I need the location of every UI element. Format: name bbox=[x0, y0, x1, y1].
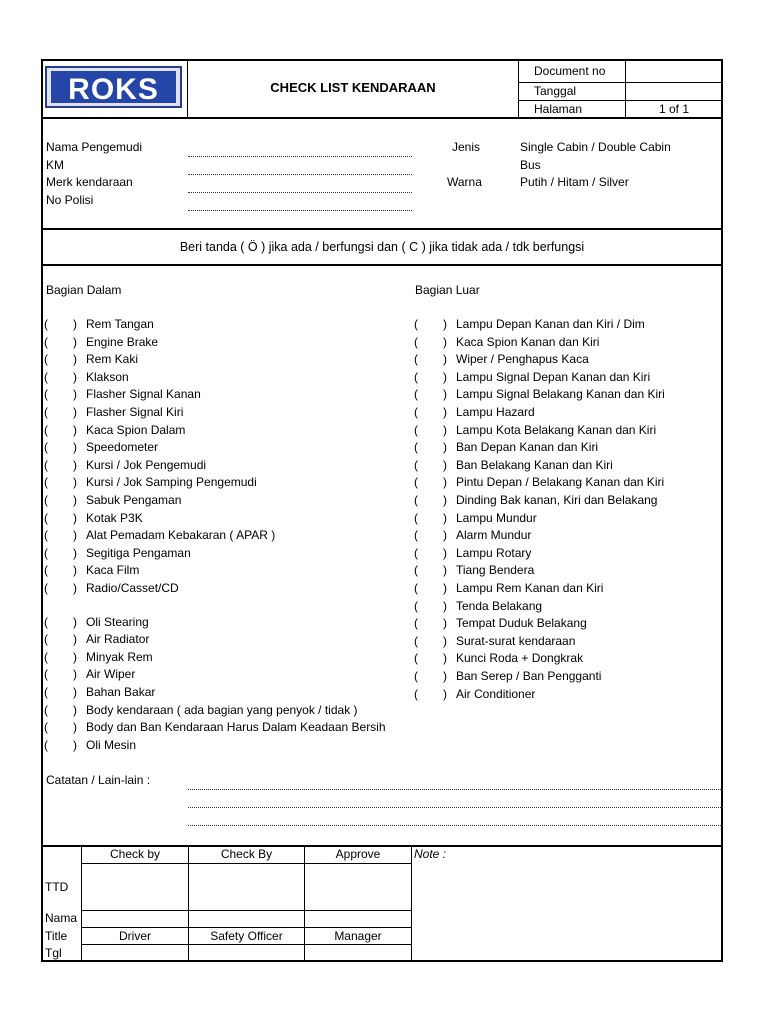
dalam-item2-4-close-paren: ) bbox=[73, 684, 77, 699]
luar-item-16-open-paren: ( bbox=[414, 598, 418, 613]
dalam-item-14-close-paren: ) bbox=[73, 563, 77, 578]
luar-item-1-checkbox[interactable] bbox=[420, 335, 440, 349]
dalam-item-2-open-paren: ( bbox=[44, 352, 48, 367]
dalam-item-15-label: Radio/Casset/CD bbox=[86, 581, 179, 595]
luar-item-3-label: Lampu Signal Depan Kanan dan Kiri bbox=[456, 369, 651, 384]
dalam-item-3-close-paren: ) bbox=[73, 369, 77, 384]
warna-value: Putih / Hitam / Silver bbox=[520, 175, 629, 189]
dalam-item-13-checkbox[interactable] bbox=[50, 546, 70, 560]
luar-item-21-open-paren: ( bbox=[414, 686, 418, 701]
nama-pengemudi-label: Nama Pengemudi bbox=[46, 140, 143, 154]
luar-item-10-open-paren: ( bbox=[414, 493, 418, 507]
dalam-item-14-label: Kaca Film bbox=[86, 563, 140, 578]
header-bottom-rule bbox=[41, 117, 723, 119]
dalam-item-1-open-paren: ( bbox=[44, 334, 48, 349]
luar-item-5-open-paren: ( bbox=[414, 405, 418, 419]
dalam-item-4-open-paren: ( bbox=[44, 387, 48, 402]
dalam-item2-3-open-paren: ( bbox=[44, 667, 48, 682]
sig-col2-header: Check By bbox=[220, 847, 273, 861]
dalam-item2-1-close-paren: ) bbox=[73, 632, 77, 647]
luar-item-3-checkbox[interactable] bbox=[420, 370, 440, 384]
dalam-item-1-label: Engine Brake bbox=[86, 334, 159, 349]
luar-item-9-open-paren: ( bbox=[414, 475, 418, 490]
luar-item-9-close-paren: ) bbox=[443, 475, 447, 490]
luar-item-0-label: Lampu Depan Kanan dan Kiri / Dim bbox=[456, 317, 645, 331]
halaman-label: Halaman bbox=[534, 102, 583, 116]
dalam-item2-7-close-paren: ) bbox=[73, 737, 77, 752]
dalam-item2-0-close-paren: ) bbox=[73, 614, 77, 629]
dalam-item2-3-checkbox[interactable] bbox=[50, 667, 70, 681]
luar-item-18-checkbox[interactable] bbox=[420, 634, 440, 648]
dalam-item-11-open-paren: ( bbox=[44, 510, 48, 525]
merk-kendaraan-field[interactable] bbox=[188, 192, 412, 193]
catatan-line-2[interactable] bbox=[188, 807, 723, 808]
logo-text: ROKS bbox=[68, 73, 159, 106]
luar-item-13-checkbox[interactable] bbox=[420, 546, 440, 560]
title-manager: Manager bbox=[334, 929, 382, 943]
nama-label: Nama bbox=[45, 911, 78, 925]
luar-item-10-close-paren: ) bbox=[443, 493, 447, 507]
dalam-item-13-close-paren: ) bbox=[73, 545, 77, 560]
luar-item-15-checkbox[interactable] bbox=[420, 581, 440, 595]
header-row-line-2 bbox=[518, 100, 722, 101]
luar-item-8-checkbox[interactable] bbox=[420, 458, 440, 472]
luar-item-7-label: Ban Depan Kanan dan Kiri bbox=[456, 440, 599, 455]
dalam-item2-7-label: Oli Mesin bbox=[86, 737, 137, 752]
dalam-item-10-checkbox[interactable] bbox=[50, 493, 70, 507]
title-label: Title bbox=[45, 929, 68, 943]
logo-background bbox=[51, 71, 176, 106]
dalam-item-10-open-paren: ( bbox=[44, 493, 48, 507]
luar-item-7-open-paren: ( bbox=[414, 440, 418, 455]
luar-item-18-label: Surat-surat kendaraan bbox=[456, 633, 576, 648]
dalam-item-12-open-paren: ( bbox=[44, 528, 48, 543]
luar-item-2-label: Wiper / Penghapus Kaca bbox=[456, 352, 589, 367]
luar-item-5-close-paren: ) bbox=[443, 405, 447, 419]
dalam-item-5-open-paren: ( bbox=[44, 405, 48, 419]
luar-item-16-label: Tenda Belakang bbox=[456, 598, 543, 613]
luar-item-20-close-paren: ) bbox=[443, 669, 447, 683]
dalam-item-7-checkbox[interactable] bbox=[50, 440, 70, 454]
luar-item-9-checkbox[interactable] bbox=[420, 475, 440, 489]
dalam-item-13-open-paren: ( bbox=[44, 545, 48, 560]
dalam-item-6-label: Kaca Spion Dalam bbox=[86, 422, 186, 437]
sig-col3-header: Approve bbox=[335, 847, 381, 861]
sig-col1-header: Check by bbox=[109, 847, 161, 861]
jenis-label: Jenis bbox=[452, 140, 481, 154]
dalam-item2-6-label: Body dan Ban Kendaraan Harus Dalam Keadaan Bersih bbox=[86, 720, 386, 735]
luar-item-0-checkbox[interactable] bbox=[420, 317, 440, 331]
jenis-value-2: Bus bbox=[520, 158, 541, 172]
dalam-item2-2-open-paren: ( bbox=[44, 649, 48, 664]
dalam-item-10-close-paren: ) bbox=[73, 493, 77, 507]
luar-item-19-close-paren: ) bbox=[443, 651, 447, 666]
luar-item-14-close-paren: ) bbox=[443, 563, 447, 578]
luar-item-10-label: Dinding Bak kanan, Kiri dan Belakang bbox=[456, 493, 658, 507]
sig-row-line-1 bbox=[81, 863, 411, 864]
bagian-luar-title: Bagian Luar bbox=[415, 283, 480, 297]
luar-item-14-checkbox[interactable] bbox=[420, 563, 440, 577]
luar-item-15-label: Lampu Rem Kanan dan Kiri bbox=[456, 581, 604, 595]
dalam-item-5-close-paren: ) bbox=[73, 405, 77, 419]
form-frame bbox=[41, 59, 723, 962]
dalam-item-2-checkbox[interactable] bbox=[50, 352, 70, 366]
dalam-item-6-checkbox[interactable] bbox=[50, 423, 70, 437]
dalam-item-8-close-paren: ) bbox=[73, 457, 77, 472]
dalam-item-9-label: Kursi / Jok Samping Pengemudi bbox=[86, 475, 257, 490]
luar-item-20-open-paren: ( bbox=[414, 669, 418, 683]
luar-item-18-close-paren: ) bbox=[443, 633, 447, 648]
dalam-item-1-close-paren: ) bbox=[73, 334, 77, 349]
dalam-item2-7-checkbox[interactable] bbox=[50, 738, 70, 752]
dalam-item2-2-label: Minyak Rem bbox=[86, 649, 153, 664]
dalam-item-14-open-paren: ( bbox=[44, 563, 48, 578]
company-logo bbox=[45, 66, 182, 108]
km-label: KM bbox=[46, 158, 64, 172]
luar-item-8-close-paren: ) bbox=[443, 457, 447, 472]
catatan-line-3[interactable] bbox=[188, 825, 723, 826]
dalam-item-5-checkbox[interactable] bbox=[50, 405, 70, 419]
dalam-item2-2-close-paren: ) bbox=[73, 649, 77, 664]
dalam-item-15-close-paren: ) bbox=[73, 581, 77, 595]
luar-item-19-label: Kunci Roda + Dongkrak bbox=[456, 651, 584, 666]
luar-item-6-close-paren: ) bbox=[443, 422, 447, 437]
dalam-item2-6-open-paren: ( bbox=[44, 720, 48, 735]
luar-item-11-label: Lampu Mundur bbox=[456, 510, 537, 525]
dalam-item2-5-checkbox[interactable] bbox=[50, 703, 70, 717]
luar-item-8-label: Ban Belakang Kanan dan Kiri bbox=[456, 457, 613, 472]
luar-item-17-open-paren: ( bbox=[414, 616, 418, 631]
luar-item-10-checkbox[interactable] bbox=[420, 493, 440, 507]
luar-item-2-open-paren: ( bbox=[414, 352, 418, 367]
tanggal-label: Tanggal bbox=[534, 84, 577, 98]
dalam-item2-2-checkbox[interactable] bbox=[50, 650, 70, 664]
luar-item-5-label: Lampu Hazard bbox=[456, 405, 535, 419]
dalam-item2-7-open-paren: ( bbox=[44, 737, 48, 752]
luar-item-15-close-paren: ) bbox=[443, 581, 447, 595]
sig-row-line-4 bbox=[81, 944, 411, 945]
luar-item-13-close-paren: ) bbox=[443, 545, 447, 560]
tgl-label: Tgl bbox=[45, 946, 62, 960]
luar-item-6-open-paren: ( bbox=[414, 422, 418, 437]
luar-item-4-checkbox[interactable] bbox=[420, 387, 440, 401]
dalam-item-9-open-paren: ( bbox=[44, 475, 48, 490]
warna-label: Warna bbox=[447, 175, 482, 189]
dalam-item2-5-label: Body kendaraan ( ada bagian yang penyok / tidak ) bbox=[86, 702, 358, 717]
sig-row-line-2 bbox=[81, 910, 411, 911]
dalam-item-7-close-paren: ) bbox=[73, 440, 77, 455]
ttd-label: TTD bbox=[45, 880, 69, 894]
dalam-item-8-open-paren: ( bbox=[44, 457, 48, 472]
dalam-item2-0-checkbox[interactable] bbox=[50, 615, 70, 629]
dalam-item2-4-checkbox[interactable] bbox=[50, 685, 70, 699]
dalam-item-11-checkbox[interactable] bbox=[50, 511, 70, 525]
title-driver: Driver bbox=[119, 929, 151, 943]
header-row-line-1 bbox=[518, 82, 722, 83]
document-no-label: Document no bbox=[534, 64, 606, 78]
dalam-item2-3-label: Air Wiper bbox=[86, 667, 136, 682]
luar-item-5-checkbox[interactable] bbox=[420, 405, 440, 419]
luar-item-0-open-paren: ( bbox=[414, 317, 418, 331]
luar-item-2-checkbox[interactable] bbox=[420, 352, 440, 366]
dalam-item2-3-close-paren: ) bbox=[73, 667, 77, 682]
luar-item-11-checkbox[interactable] bbox=[420, 511, 440, 525]
luar-item-16-close-paren: ) bbox=[443, 598, 447, 613]
dalam-item-12-label: Alat Pemadam Kebakaran ( APAR ) bbox=[86, 528, 276, 543]
luar-item-17-checkbox[interactable] bbox=[420, 616, 440, 630]
dalam-item-12-checkbox[interactable] bbox=[50, 528, 70, 542]
luar-item-4-label: Lampu Signal Belakang Kanan dan Kiri bbox=[456, 387, 665, 402]
luar-item-4-open-paren: ( bbox=[414, 387, 418, 402]
luar-item-12-close-paren: ) bbox=[443, 528, 447, 543]
dalam-item-7-open-paren: ( bbox=[44, 440, 48, 455]
luar-item-11-open-paren: ( bbox=[414, 510, 418, 525]
dalam-item-8-checkbox[interactable] bbox=[50, 458, 70, 472]
luar-item-2-close-paren: ) bbox=[443, 352, 447, 367]
bagian-dalam-title: Bagian Dalam bbox=[46, 283, 122, 297]
luar-item-16-checkbox[interactable] bbox=[420, 599, 440, 613]
header-divider-2 bbox=[518, 60, 519, 118]
dalam-item-2-label: Rem Kaki bbox=[86, 352, 139, 367]
luar-item-4-close-paren: ) bbox=[443, 387, 447, 402]
dalam-item-8-label: Kursi / Jok Pengemudi bbox=[86, 457, 207, 472]
dalam-item-13-label: Segitiga Pengaman bbox=[86, 545, 191, 560]
dalam-item-3-label: Klakson bbox=[86, 369, 129, 384]
nama-pengemudi-field[interactable] bbox=[188, 156, 412, 157]
instruction-top-rule bbox=[41, 228, 723, 230]
dalam-item-0-label: Rem Tangan bbox=[86, 317, 154, 331]
dalam-item-15-open-paren: ( bbox=[44, 581, 48, 595]
dalam-item2-1-label: Air Radiator bbox=[86, 632, 150, 647]
dalam-item2-5-close-paren: ) bbox=[73, 702, 77, 717]
luar-item-1-open-paren: ( bbox=[414, 334, 418, 349]
dalam-item2-1-open-paren: ( bbox=[44, 632, 48, 647]
luar-item-17-label: Tempat Duduk Belakang bbox=[456, 616, 587, 631]
luar-item-12-open-paren: ( bbox=[414, 528, 418, 543]
luar-item-1-close-paren: ) bbox=[443, 334, 447, 349]
dalam-item2-4-open-paren: ( bbox=[44, 684, 48, 699]
dalam-item-14-checkbox[interactable] bbox=[50, 563, 70, 577]
luar-item-8-open-paren: ( bbox=[414, 457, 418, 472]
dalam-item-4-checkbox[interactable] bbox=[50, 387, 70, 401]
luar-item-13-label: Lampu Rotary bbox=[456, 545, 532, 560]
luar-item-6-label: Lampu Kota Belakang Kanan dan Kiri bbox=[456, 422, 657, 437]
luar-item-21-checkbox[interactable] bbox=[420, 687, 440, 701]
jenis-value-1: Single Cabin / Double Cabin bbox=[520, 140, 671, 154]
dalam-item-9-checkbox[interactable] bbox=[50, 475, 70, 489]
dalam-item-5-label: Flasher Signal Kiri bbox=[86, 405, 184, 419]
dalam-item2-6-checkbox[interactable] bbox=[50, 720, 70, 734]
luar-item-1-label: Kaca Spion Kanan dan Kiri bbox=[456, 334, 600, 349]
luar-item-7-close-paren: ) bbox=[443, 440, 447, 455]
no-polisi-label: No Polisi bbox=[46, 193, 94, 207]
dalam-item2-0-label: Oli Stearing bbox=[86, 614, 149, 629]
catatan-label: Catatan / Lain-lain : bbox=[46, 773, 151, 787]
dalam-item2-1-checkbox[interactable] bbox=[50, 632, 70, 646]
dalam-item-10-label: Sabuk Pengaman bbox=[86, 493, 182, 507]
sig-col-line-4 bbox=[411, 846, 412, 962]
instruction-bottom-rule bbox=[41, 264, 723, 266]
dalam-item-11-label: Kotak P3K bbox=[86, 510, 143, 525]
luar-item-12-checkbox[interactable] bbox=[420, 528, 440, 542]
dalam-item-3-checkbox[interactable] bbox=[50, 370, 70, 384]
dalam-item-6-close-paren: ) bbox=[73, 422, 77, 437]
dalam-item2-4-label: Bahan Bakar bbox=[86, 684, 156, 699]
luar-item-3-close-paren: ) bbox=[443, 369, 447, 384]
luar-item-15-open-paren: ( bbox=[414, 581, 418, 595]
dalam-item2-0-open-paren: ( bbox=[44, 614, 48, 629]
title-safety-officer: Safety Officer bbox=[210, 929, 283, 943]
luar-item-3-open-paren: ( bbox=[414, 369, 418, 384]
luar-item-21-close-paren: ) bbox=[443, 686, 447, 701]
sig-row-line-3 bbox=[81, 927, 411, 928]
km-field[interactable] bbox=[188, 174, 412, 175]
luar-item-21-label: Air Conditioner bbox=[456, 686, 536, 701]
dalam-item-4-label: Flasher Signal Kanan bbox=[86, 387, 201, 402]
luar-item-14-open-paren: ( bbox=[414, 563, 418, 578]
no-polisi-field[interactable] bbox=[188, 210, 412, 211]
dalam-item-12-close-paren: ) bbox=[73, 528, 77, 543]
luar-item-14-label: Tiang Bendera bbox=[456, 563, 535, 578]
dalam-item-3-open-paren: ( bbox=[44, 369, 48, 384]
dalam-item-1-checkbox[interactable] bbox=[50, 335, 70, 349]
note-label: Note : bbox=[414, 847, 447, 861]
luar-item-20-label: Ban Serep / Ban Pengganti bbox=[456, 669, 602, 683]
luar-item-13-open-paren: ( bbox=[414, 545, 418, 560]
dalam-item-2-close-paren: ) bbox=[73, 352, 77, 367]
halaman-value: 1 of 1 bbox=[658, 102, 690, 116]
catatan-line-1[interactable] bbox=[188, 789, 723, 790]
dalam-item-11-close-paren: ) bbox=[73, 510, 77, 525]
luar-item-6-checkbox[interactable] bbox=[420, 423, 440, 437]
dalam-item-0-checkbox[interactable] bbox=[50, 317, 70, 331]
luar-item-7-checkbox[interactable] bbox=[420, 440, 440, 454]
merk-kendaraan-label: Merk kendaraan bbox=[46, 175, 133, 189]
luar-item-18-open-paren: ( bbox=[414, 633, 418, 648]
instruction-text: Beri tanda ( Ö ) jika ada / berfungsi dan ( C ) jika tidak ada / tdk berfungsi bbox=[179, 240, 585, 254]
luar-item-20-checkbox[interactable] bbox=[420, 669, 440, 683]
dalam-item2-5-open-paren: ( bbox=[44, 702, 48, 717]
dalam-item-7-label: Speedometer bbox=[86, 440, 159, 455]
form-title: CHECK LIST KENDARAAN bbox=[270, 80, 436, 95]
luar-item-0-close-paren: ) bbox=[443, 317, 447, 331]
luar-item-11-close-paren: ) bbox=[443, 510, 447, 525]
dalam-item-15-checkbox[interactable] bbox=[50, 581, 70, 595]
luar-item-9-label: Pintu Depan / Belakang Kanan dan Kiri bbox=[456, 475, 665, 490]
dalam-item-0-open-paren: ( bbox=[44, 317, 48, 331]
dalam-item-6-open-paren: ( bbox=[44, 422, 48, 437]
dalam-item-0-close-paren: ) bbox=[73, 317, 77, 331]
dalam-item-4-close-paren: ) bbox=[73, 387, 77, 402]
luar-item-19-checkbox[interactable] bbox=[420, 651, 440, 665]
dalam-item2-6-close-paren: ) bbox=[73, 720, 77, 735]
luar-item-19-open-paren: ( bbox=[414, 651, 418, 666]
dalam-item-9-close-paren: ) bbox=[73, 475, 77, 490]
luar-item-12-label: Alarm Mundur bbox=[456, 528, 532, 543]
luar-item-17-close-paren: ) bbox=[443, 616, 447, 631]
